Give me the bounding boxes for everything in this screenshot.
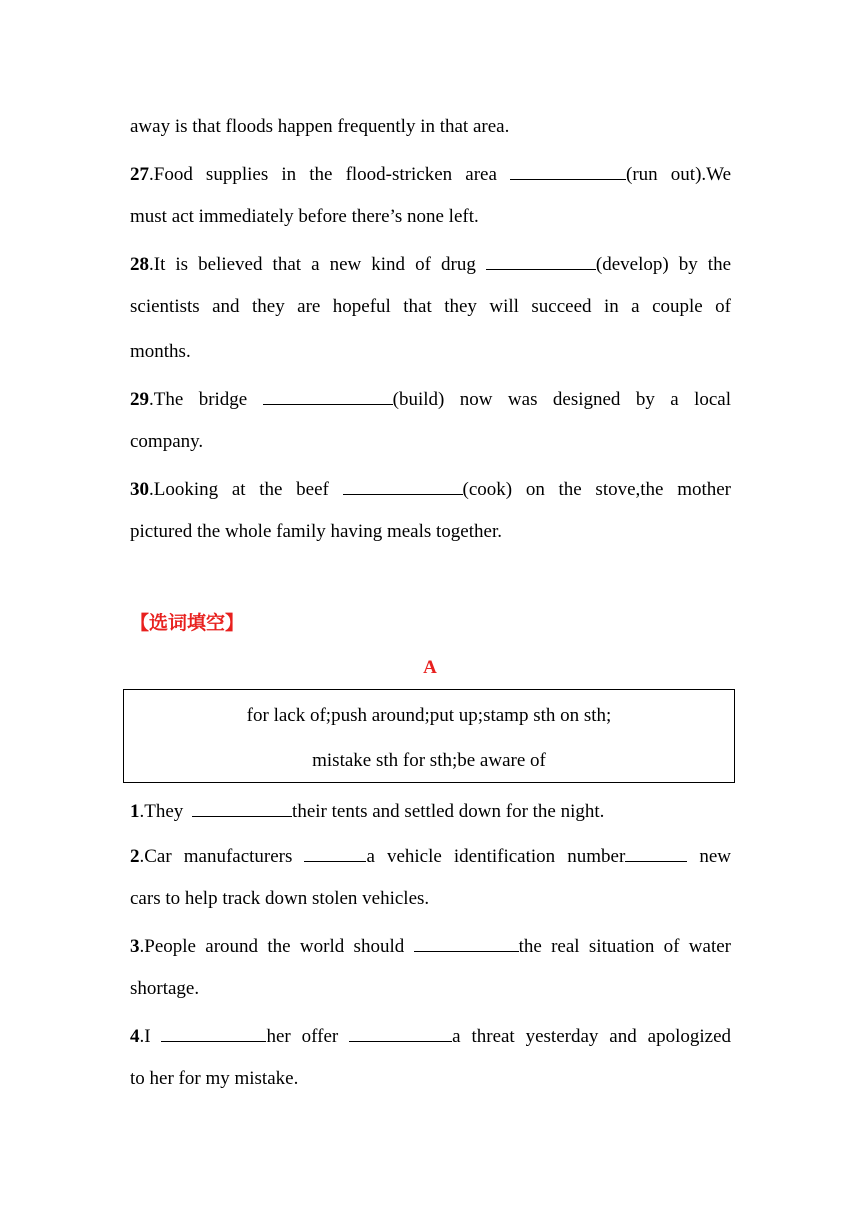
word-bank-box: [123, 689, 735, 783]
question-number: 27: [130, 164, 149, 185]
question-hint: (cook) on the stove,the mother: [462, 479, 732, 500]
question-hint: (build) now was designed by a local: [392, 389, 732, 410]
text-line: [130, 295, 731, 319]
answer-blank[interactable]: [414, 932, 519, 952]
text: away is that floods happen frequently in that area.: [130, 116, 510, 137]
answer-blank[interactable]: [263, 385, 393, 405]
text: scientists and they are hopeful that they will succeed in a couple of: [130, 296, 731, 317]
item-text: .I: [139, 1026, 151, 1047]
item-text: their tents and settled down for the night.: [292, 801, 605, 822]
section-title: 【选词填空】: [130, 612, 245, 634]
item-text: the real situation of water: [518, 936, 732, 957]
word-bank-line: mistake sth for sth;be aware of: [312, 750, 546, 771]
answer-blank[interactable]: [161, 1022, 266, 1042]
question-hint: (develop) by the: [595, 254, 732, 275]
item-text: a vehicle identification number: [366, 846, 626, 867]
item-number: 3: [130, 936, 140, 957]
text: company.: [130, 431, 204, 452]
answer-blank[interactable]: [349, 1022, 452, 1042]
item-2: [130, 842, 731, 869]
item-number: 1: [130, 801, 140, 822]
question-text: .The bridge: [149, 389, 248, 410]
question-text: .It is believed that a new kind of drug: [149, 254, 476, 275]
answer-blank[interactable]: [192, 797, 292, 817]
question-29: [130, 385, 731, 412]
answer-blank[interactable]: [510, 160, 626, 180]
answer-blank[interactable]: [486, 250, 596, 270]
item-text: a threat yesterday and apologized: [452, 1026, 731, 1047]
answer-blank[interactable]: [625, 842, 687, 862]
question-hint: (run out).We: [626, 164, 732, 185]
answer-blank[interactable]: [304, 842, 366, 862]
item-3: [130, 932, 731, 959]
question-text: .Looking at the beef: [149, 479, 329, 500]
question-27: [130, 160, 731, 187]
item-text: .They: [139, 801, 184, 822]
text: shortage.: [130, 978, 200, 999]
answer-blank[interactable]: [343, 475, 463, 495]
text: pictured the whole family having meals together.: [130, 521, 502, 542]
item-number: 4: [130, 1026, 140, 1047]
text-line: [130, 887, 731, 911]
item-text: her offer: [266, 1026, 339, 1047]
word-bank-line: for lack of;push around;put up;stamp sth on sth;: [246, 705, 612, 726]
text: must act immediately before there’s none left.: [130, 206, 479, 227]
item-1: [130, 797, 731, 824]
item-text: new: [699, 846, 731, 867]
part-label: A: [423, 657, 437, 678]
question-text: .Food supplies in the flood-stricken area: [149, 164, 497, 185]
question-number: 29: [130, 389, 149, 410]
question-number: 30: [130, 479, 149, 500]
text-line: [130, 115, 731, 139]
text-line: [130, 340, 731, 364]
text: cars to help track down stolen vehicles.: [130, 888, 430, 909]
question-30: [130, 475, 731, 502]
text: months.: [130, 341, 191, 362]
question-28: [130, 250, 731, 277]
item-text: .People around the world should: [139, 936, 405, 957]
text-line: [130, 520, 731, 544]
text-line: [130, 430, 731, 454]
item-text: .Car manufacturers: [139, 846, 293, 867]
text-line: [130, 205, 731, 229]
text-line: [130, 1067, 731, 1091]
text-line: [130, 977, 731, 1001]
question-number: 28: [130, 254, 149, 275]
item-4: [130, 1022, 731, 1049]
item-number: 2: [130, 846, 140, 867]
text: to her for my mistake.: [130, 1068, 299, 1089]
